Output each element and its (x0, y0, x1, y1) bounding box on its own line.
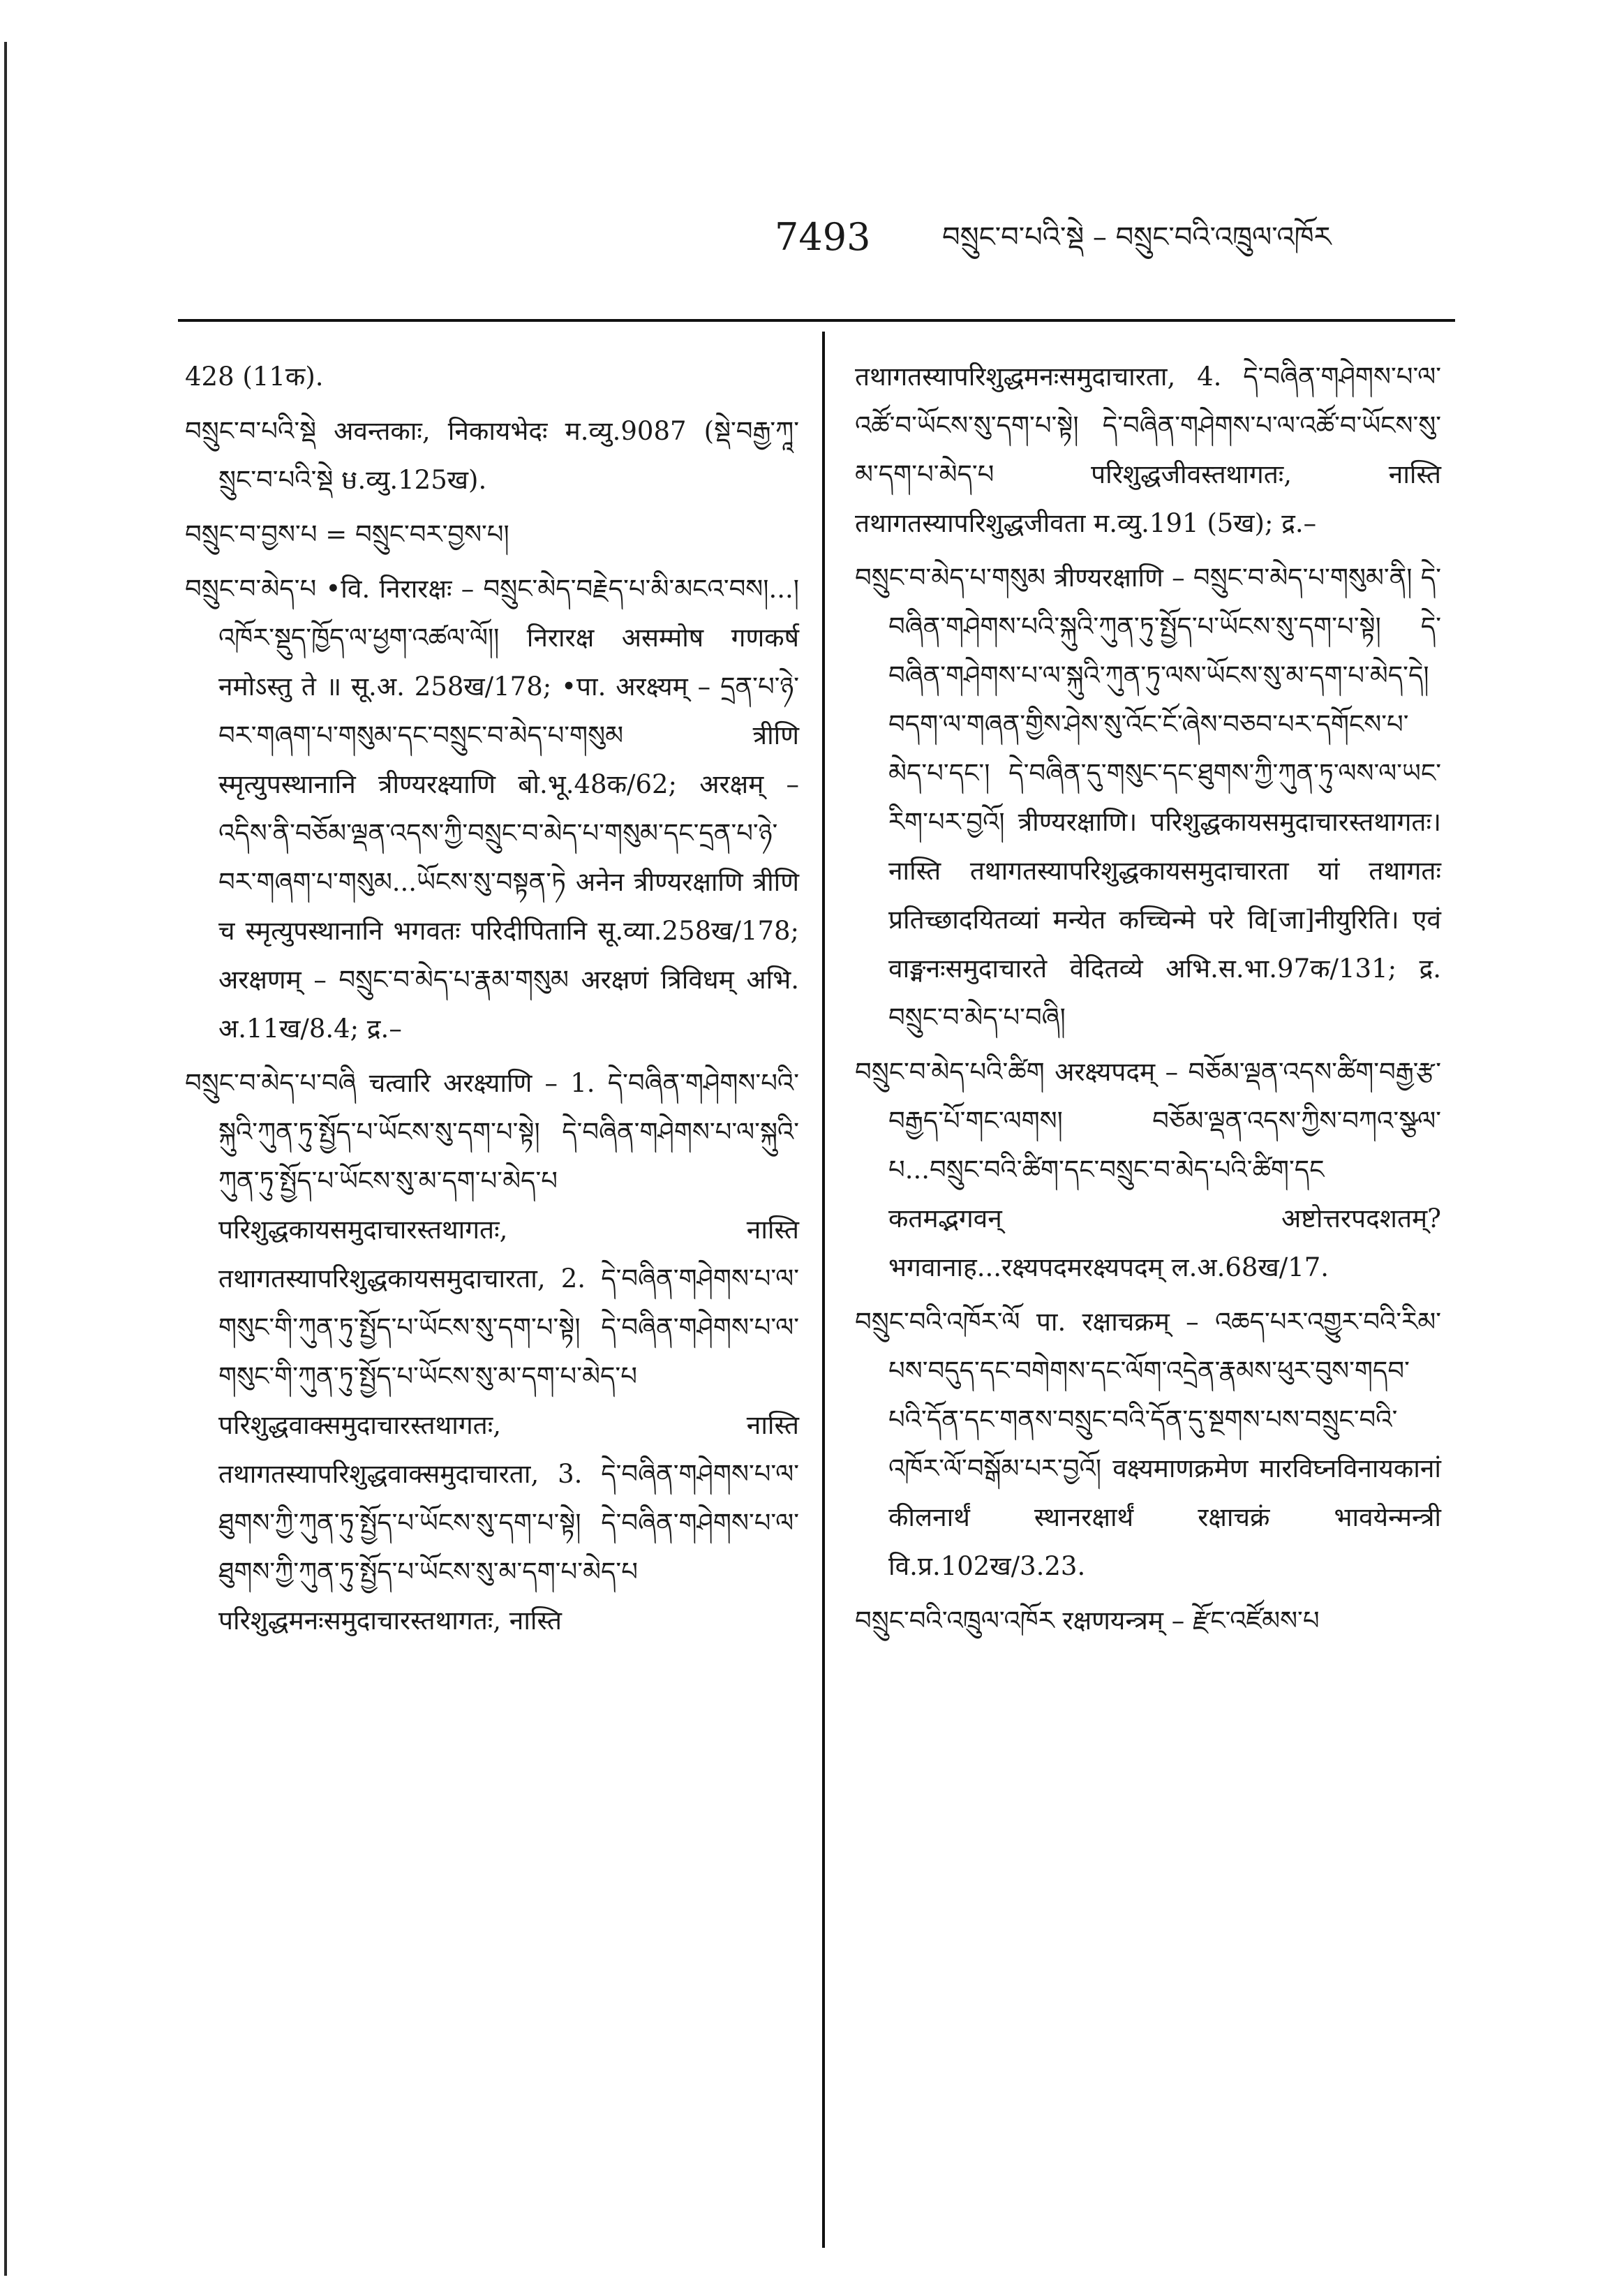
right-column (855, 353, 1441, 1651)
dictionary-entry: བསྲུང་བའི་འཁོར་ལོ पा. रक्षाचक्रम् – འཆད་པར་འགྱུར་བའི་རིམ་པས་བདུད་དང་བགེགས་དང་ལོག་འདྲེན་རྣམས་ཕུར་བུས་གདབ་པའི་དོན་དང་གནས་བསྲུང་བའི་དོན་དུ་སྔགས་པས་བསྲུང་བའི་འཁོར་ལོ་བསྒོམ་པར་བྱའོ། वक्ष्यमाणक्रमेण मारविघ्नविनायकानां कीलनार्थं स्थानरक्षार्थं रक्षाचक्रं भावयेन्मन्त्री वि.प्र.102ख/3.23. (855, 1307, 1441, 1581)
dictionary-entry: བསྲུང་བ་མེད་པ •वि. निरारक्षः – བསྲུང་མེད་བརྗེད་པ་མི་མངའ་བས།...།འཁོར་སྡུད་ཁྱོད་ལ་ཕྱག་འཚལ་ལོ།། निरारक्ष असम्मोष गणकर्ष नमोऽस्तु ते ॥ सू.अ. 258ख/178; •पा. अरक्ष्यम् – དྲན་པ་ཉེ་བར་གཞག་པ་གསུམ་དང་བསྲུང་བ་མེད་པ་གསུམ त्रीणि स्मृत्युपस्थानानि त्रीण्यरक्ष्याणि बो.भू.48क/62; अरक्षम् – འདིས་ནི་བཅོམ་ལྡན་འདས་ཀྱི་བསྲུང་བ་མེད་པ་གསུམ་དང་དྲན་པ་ཉེ་བར་གཞག་པ་གསུམ...ཡོངས་སུ་བསྟན་ཏེ अनेन त्रीण्यरक्षाणि त्रीणि च स्मृत्युपस्थानानि भगवतः परिदीपितानि सू.व्या.258ख/178; अरक्षणम् – བསྲུང་བ་མེད་པ་རྣམ་གསུམ अरक्षणं त्रिविधम् अभि. अ.11ख/8.4; द्र.– (185, 574, 799, 1044)
column-divider (822, 332, 825, 2248)
entry-continuation: तथागतस्यापरिशुद्धमनःसमुदाचारता, 4. དེ་བཞིན་གཤེགས་པ་ལ་འཚོ་བ་ཡོངས་སུ་དག་པ་སྟེ། དེ་བཞིན་གཤེགས་པ་ལ་འཚོ་བ་ཡོངས་སུ་མ་དག་པ་མེད་པ परिशुद्धजीवस्तथागतः, नास्ति तथागतस्यापरिशुद्धजीवता म.व्यु.191 (5ख); द्र.– (855, 362, 1441, 538)
dictionary-entry: བསྲུང་བ་མེད་པ་གསུམ त्रीण्यरक्षाणि – བསྲུང་བ་མེད་པ་གསུམ་ནི། དེ་བཞིན་གཤེགས་པའི་སྐུའི་ཀུན་ཏུ་སྤྱོད་པ་ཡོངས་སུ་དག་པ་སྟེ། དེ་བཞིན་གཤེགས་པ་ལ་སྐུའི་ཀུན་ཏུ་ལས་ཡོངས་སུ་མ་དག་པ་མེད་དེ། བདག་ལ་གཞན་གྱིས་ཤེས་སུ་འོང་ངོ་ཞེས་བཅབ་པར་དགོངས་པ་མེད་པ་དང་། དེ་བཞིན་དུ་གསུང་དང་ཐུགས་ཀྱི་ཀུན་ཏུ་ལས་ལ་ཡང་རིག་པར་བྱའོ། त्रीण्यरक्षाणि। परिशुद्धकायसमुदाचारस्तथागतः। नास्ति तथागतस्यापरिशुद्धकायसमुदाचारता यां तथागतः प्रतिच्छादयितव्यां मन्येत कच्चिन्मे परे वि[जा]नीयुरिति। एवं वाङ्मनःसमुदाचारते वेदितव्ये अभि.स.भा.97क/131; द्र. བསྲུང་བ་མེད་པ་བཞི། (855, 563, 1441, 1032)
left-column (185, 353, 799, 1651)
dictionary-entry: བསྲུང་བ་བྱས་པ = བསྲུང་བར་བྱས་པ། (185, 519, 509, 549)
page-header (775, 209, 1507, 265)
header-rule (178, 319, 1455, 322)
dictionary-entry: བསྲུང་བ་མེད་པའི་ཚིག अरक्ष्यपदम् – བཅོམ་ལྡན་འདས་ཚིག་བརྒྱ་རྩ་བརྒྱད་པོ་གང་ལགས། བཅོམ་ལྡན་འདས་ཀྱིས་བཀའ་སྩལ་པ...བསྲུང་བའི་ཚིག་དང་བསྲུང་བ་མེད་པའི་ཚིག་དང कतमद्भगवन् अष्टोत्तरपदशतम्? भगवानाह...रक्ष्यपदमरक्ष्यपदम् ल.अ.68ख/17. (855, 1057, 1441, 1282)
entry-continuation: 428 (11क). (185, 362, 324, 392)
page-edge-line (4, 42, 7, 2276)
dictionary-entry: བསྲུང་བའི་འཁྲུལ་འཁོར रक्षणयन्त्रम् – རྫོང་འཛོམས་པ (855, 1606, 1320, 1636)
dictionary-entry: བསྲུང་བ་པའི་སྡེ अवन्तकाः, निकायभेदः म.व्यु.9087 (སྡེ་བརྒྱ་ཀཱ་ སྲུང་བ་པའི་སྡེ ម.व्यु.125ख). (185, 416, 799, 495)
page-number: 7493 (775, 215, 871, 259)
dictionary-entry: བསྲུང་བ་མེད་པ་བཞི चत्वारि अरक्ष्याणि – 1. དེ་བཞིན་གཤེགས་པའི་སྐུའི་ཀུན་ཏུ་སྤྱོད་པ་ཡོངས་སུ་དག་པ་སྟེ། དེ་བཞིན་གཤེགས་པ་ལ་སྐུའི་ཀུན་ཏུ་སྤྱོད་པ་ཡོངས་སུ་མ་དག་པ་མེད་པ परिशुद्धकायसमुदाचारस्तथागतः, नास्ति तथागतस्यापरिशुद्धकायसमुदाचारता, 2. དེ་བཞིན་གཤེགས་པ་ལ་གསུང་གི་ཀུན་ཏུ་སྤྱོད་པ་ཡོངས་སུ་དག་པ་སྟེ། དེ་བཞིན་གཤེགས་པ་ལ་གསུང་གི་ཀུན་ཏུ་སྤྱོད་པ་ཡོངས་སུ་མ་དག་པ་མེད་པ परिशुद्धवाक्समुदाचारस्तथागतः, नास्ति तथागतस्यापरिशुद्धवाक्समुदाचारता, 3. དེ་བཞིན་གཤེགས་པ་ལ་ཐུགས་ཀྱི་ཀུན་ཏུ་སྤྱོད་པ་ཡོངས་སུ་དག་པ་སྟེ། དེ་བཞིན་གཤེགས་པ་ལ་ཐུགས་ཀྱི་ཀུན་ཏུ་སྤྱོད་པ་ཡོངས་སུ་མ་དག་པ་མེད་པ परिशुद्धमनःसमुदाचारस्तथागतः, नास्ति (185, 1068, 799, 1636)
running-head: བསྲུང་བ་པའི་སྡེ – བསྲུང་བའི་འཁྲུལ་འཁོར (942, 221, 1332, 253)
